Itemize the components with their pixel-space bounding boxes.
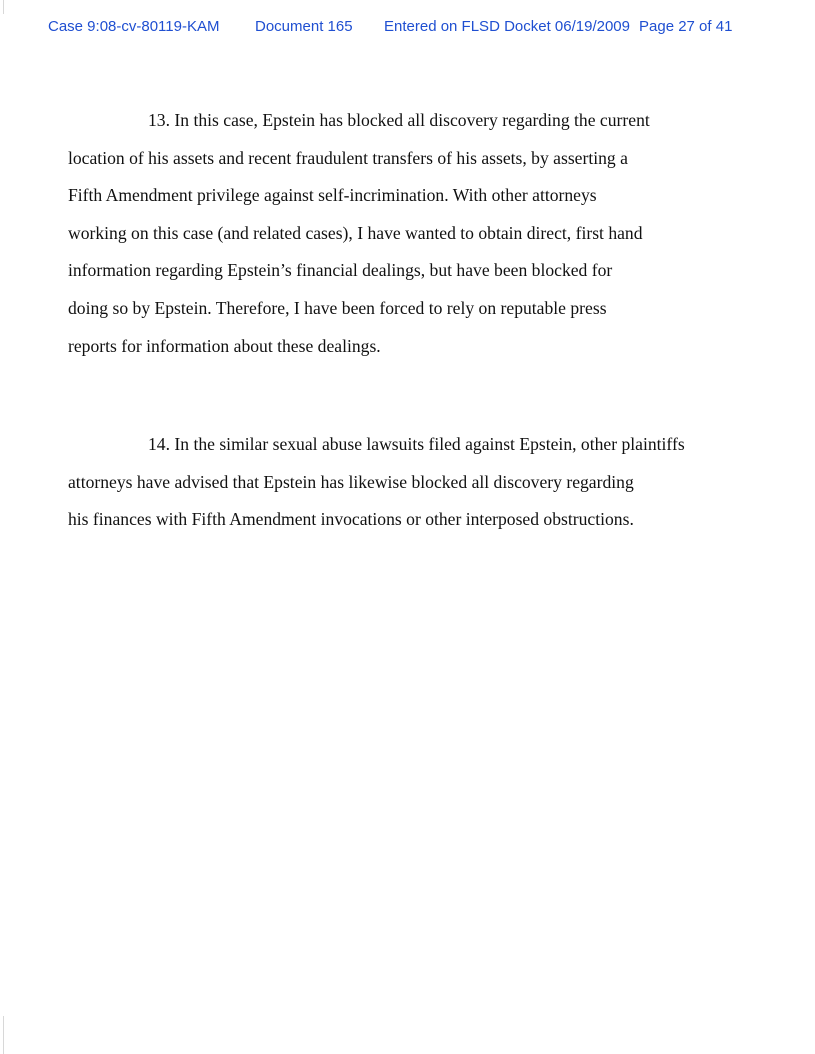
- scan-margin-line: [3, 0, 4, 14]
- paragraph-line: 14. In the similar sexual abuse lawsuits filed against Epstein, other plaintiffs: [148, 434, 685, 454]
- paragraph-line: 13. In this case, Epstein has blocked all discovery regarding the current: [148, 110, 650, 130]
- docket-header: [0, 16, 815, 38]
- paragraph-line: attorneys have advised that Epstein has likewise blocked all discovery regarding: [68, 471, 634, 492]
- page-number: Page 27 of 41: [639, 18, 733, 35]
- paragraph-13: [68, 102, 768, 365]
- paragraph-line: Fifth Amendment privilege against self-incrimination. With other attorneys: [68, 185, 597, 206]
- paragraph-line: working on this case (and related cases), I have wanted to obtain direct, first hand: [68, 222, 643, 243]
- entered-date: Entered on FLSD Docket 06/19/2009: [384, 18, 630, 35]
- case-number: Case 9:08-cv-80119-KAM: [48, 18, 220, 35]
- paragraph-line: information regarding Epstein’s financial dealings, but have been blocked for: [68, 260, 613, 281]
- paragraph-line: his finances with Fifth Amendment invocations or other interposed obstructions.: [68, 509, 634, 530]
- paragraph-line: doing so by Epstein. Therefore, I have been forced to rely on reputable press: [68, 297, 607, 318]
- document-number: Document 165: [255, 18, 353, 35]
- paragraph-line: location of his assets and recent fraudulent transfers of his assets, by asserting a: [68, 147, 628, 168]
- scan-margin-line: [3, 1016, 4, 1054]
- paragraph-line: reports for information about these dealings.: [68, 335, 381, 356]
- paragraph-14: [68, 426, 768, 539]
